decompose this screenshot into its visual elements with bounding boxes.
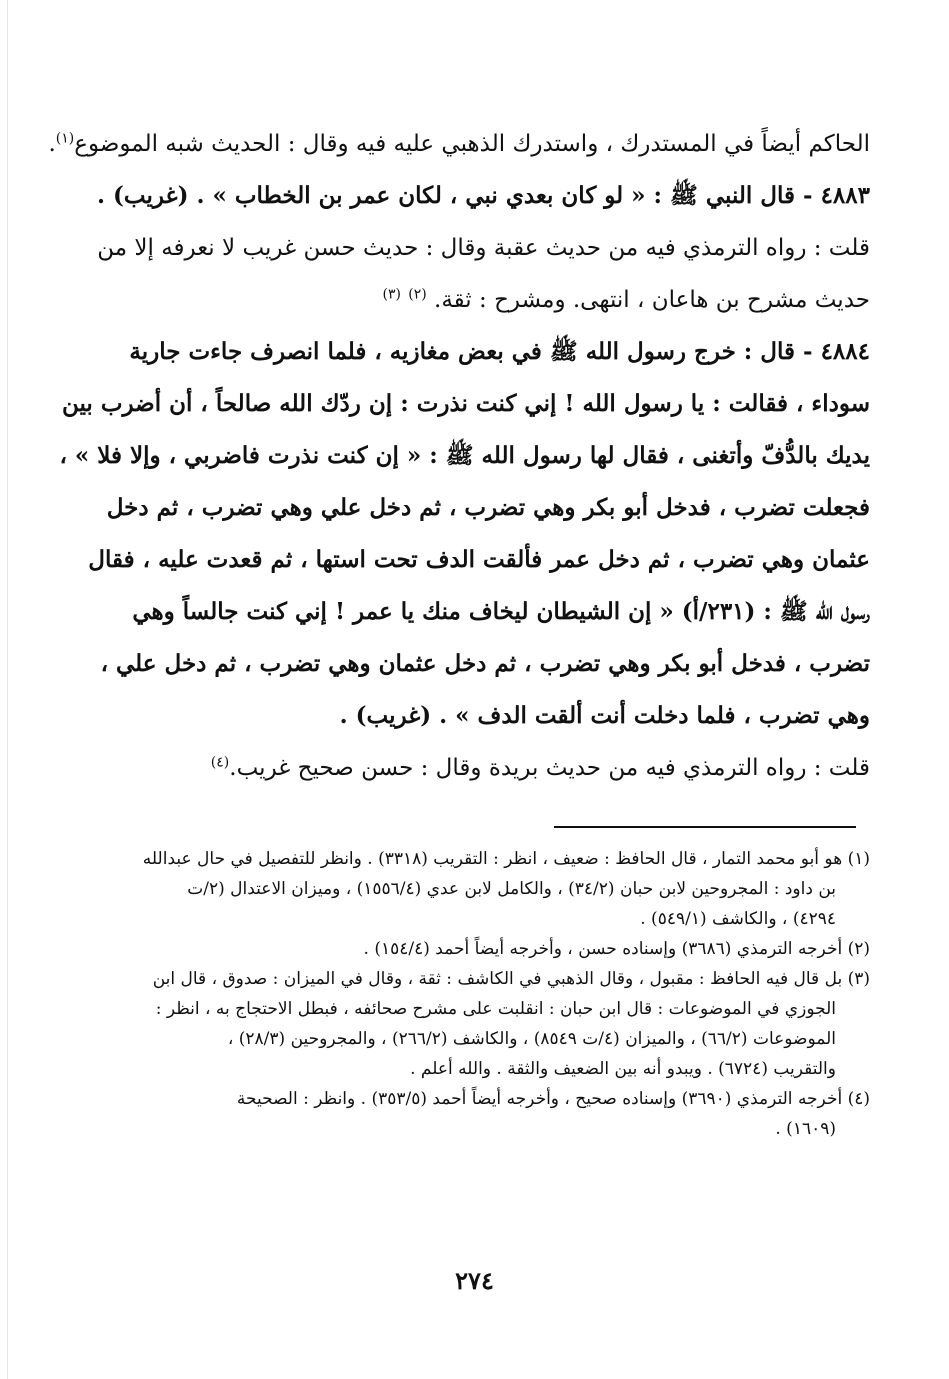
- text-line: تضرب ، فدخل أبو بكر وهي تضرب ، ثم دخل عثمان وهي تضرب ، ثم دخل علي ،: [100, 650, 870, 677]
- text-line: قلت : رواه الترمذي فيه من حديث عقبة وقال : حديث حسن غريب لا نعرفه إلا من: [97, 235, 870, 261]
- text-line: فجعلت تضرب ، فدخل أبو بكر وهي تضرب ، ثم دخل علي وهي تضرب ، ثم دخل: [106, 494, 870, 521]
- text-line: الحاكم أيضاً في المستدرك ، واستدرك الذهبي عليه فيه وقال : الحديث شبه الموضوع$^{(١)}$.: [48, 130, 870, 157]
- footnote-line: الجوزي في الموضوعات : قال ابن حبان : انقلبت على مشرح صحائفه ، فبطل الاحتجاج به ، انظر :: [155, 999, 836, 1019]
- footnote-line: بن داود : المجروحين لابن حبان (٣٤/٢) ، والكامل لابن عدي (١٥٥٦/٤) ، وميزان الاعتدال (٢/ت: [187, 879, 836, 899]
- footnotes: [80, 844, 870, 1144]
- scan-edge-line: [7, 0, 8, 1379]
- footnote-ref: (٢): [408, 286, 427, 303]
- footnote-2: (٢) أخرجه الترمذي (٣٦٨٦) وإسناده حسن ، وأخرجه أيضاً أحمد (١٥٤/٤) .: [363, 939, 870, 959]
- footnote-divider: [554, 826, 856, 828]
- main-text: [48, 118, 870, 794]
- text-line: عثمان وهي تضرب ، ثم دخل عمر فألقت الدف تحت استها ، ثم قعدت عليه ، فقال: [88, 546, 870, 573]
- footnote-line: ٤٢٩٤) ، والكاشف (٥٤٩/١) .: [640, 909, 836, 929]
- page-number: ٢٧٤: [455, 1266, 494, 1295]
- footnote-line: الموضوعات (٦٦/٢) ، والميزان (٤/ت ٨٥٤٩) ، والكاشف (٢٦٦/٢) ، والمجروحين (٢٨/٣) ،: [227, 1029, 836, 1049]
- text-line: قلت : رواه الترمذي فيه من حديث بريدة وقال : حسن صحيح غريب.$^{(٤)}$: [210, 754, 870, 781]
- footnote-line: والتقريب (٦٧٢٤) . ويبدو أنه بين الضعيف والثقة . والله أعلم .: [410, 1059, 836, 1079]
- footnote-4: (٤) أخرجه الترمذي (٣٦٩٠) وإسناده صحيح ، وأخرجه أيضاً أحمد (٣٥٣/٥) . وانظر : الصحيحة: [236, 1089, 870, 1109]
- footnote-ref: (٤): [210, 754, 230, 771]
- footnote-line: (١٦٠٩) .: [775, 1119, 836, 1139]
- text-line: يديك بالدُّفّ وأتغنى ، فقال لها رسول الله ﷺ : « إن كنت نذرت فاضربي ، وإلا فلا » ،: [59, 442, 870, 469]
- text-line: حديث مشرح بن هاعان ، انتهى. ومشرح : ثقة. $^{(٢)}$ $^{(٣)}$: [382, 286, 870, 313]
- text-line: وهي تضرب ، فلما دخلت أنت ألقت الدف » . (غريب) .: [339, 702, 870, 729]
- hadith-4883: ٤٨٨٣ - قال النبي ﷺ : « لو كان بعدي نبي ، لكان عمر بن الخطاب » . (غريب) .: [96, 182, 870, 209]
- footnote-ref: (١): [55, 130, 75, 147]
- hadith-4884: ٤٨٨٤ - قال : خرج رسول الله ﷺ في بعض مغازيه ، فلما انصرف جاءت جارية: [129, 338, 870, 365]
- footnote-ref: (٣): [382, 286, 401, 303]
- footnote-1: (١) هو أبو محمد التمار ، قال الحافظ : ضعيف ، انظر : التقريب (٣٣١٨) . وانظر للتفصيل في حال عبدالله: [142, 849, 870, 869]
- footnote-3: (٣) بل قال فيه الحافظ : مقبول ، وقال الذهبي في الكاشف : ثقة ، وقال في الميزان : صدوق ، قال ابن: [152, 969, 870, 989]
- text-line: رسول الله ﷺ : (٢٣١/أ) « إن الشيطان ليخاف منك يا عمر ! إني كنت جالساً وهي: [132, 598, 870, 625]
- text-line: سوداء ، فقالت : يا رسول الله ! إني كنت نذرت : إن ردّك الله صالحاً ، أن أضرب بين: [61, 390, 870, 417]
